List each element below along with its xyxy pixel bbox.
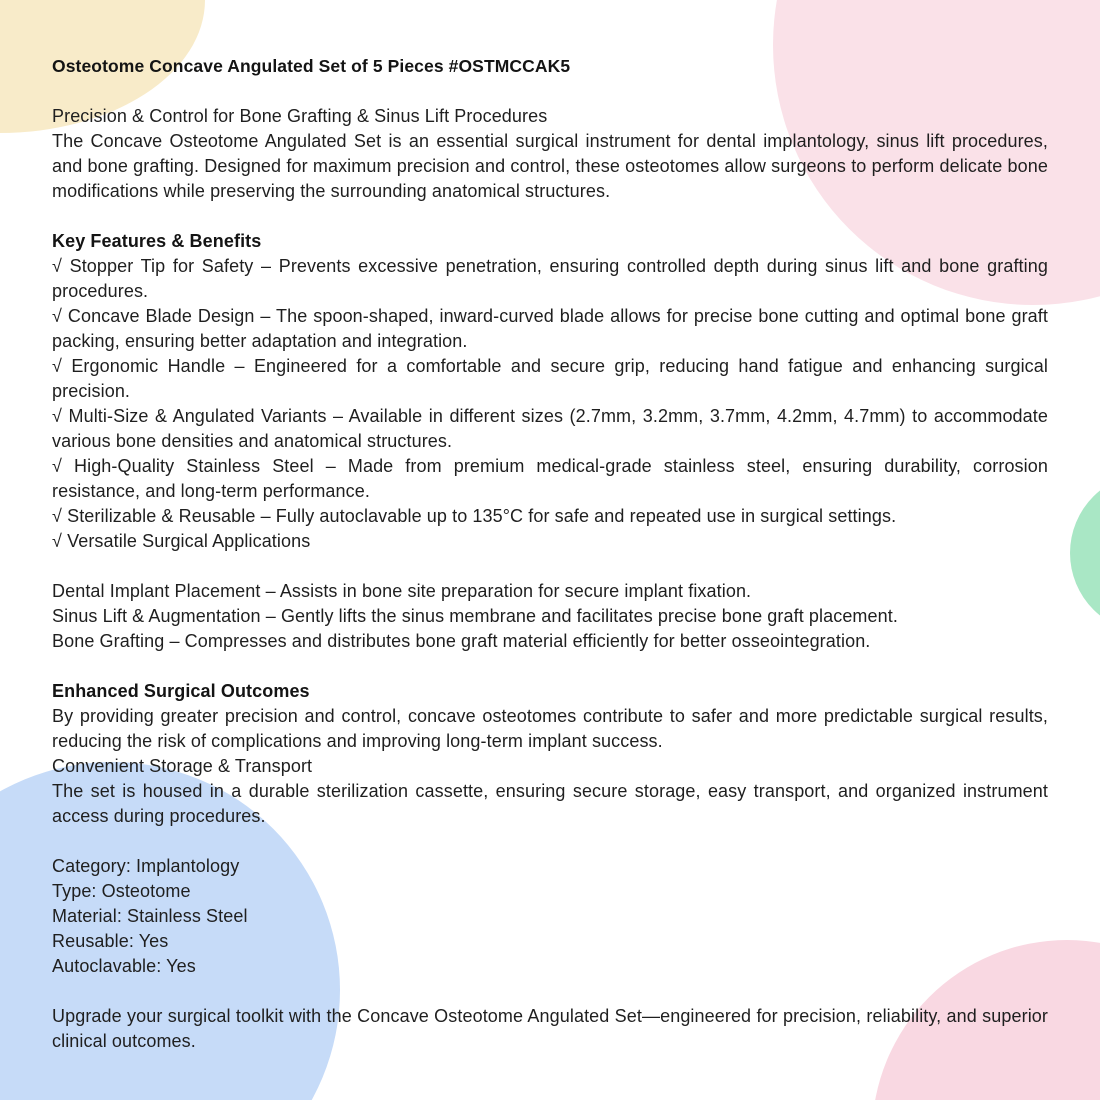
check-icon: √ [52, 531, 62, 551]
spec-line-reusable: Reusable: Yes [52, 931, 169, 951]
application-line: Bone Grafting – Compresses and distributes bone graft material efficiently for better osseointegration. [52, 631, 871, 651]
outcomes-heading: Enhanced Surgical Outcomes [52, 681, 310, 701]
feature-item [52, 404, 1048, 454]
feature-text: Ergonomic Handle – Engineered for a comfortable and secure grip, reducing hand fatigue and enhancing surgical precision. [52, 356, 1048, 401]
feature-item [52, 354, 1048, 404]
check-icon: √ [52, 456, 62, 476]
feature-item [52, 254, 1048, 304]
storage-paragraph: The set is housed in a durable sterilization cassette, ensuring secure storage, easy transport, and organized instrument access during procedures. [52, 781, 1048, 826]
feature-text: High-Quality Stainless Steel – Made from premium medical-grade stainless steel, ensuring durability, corrosion resistance, and long-term performance. [52, 456, 1048, 501]
features-section [52, 229, 1048, 554]
feature-item [52, 504, 1048, 529]
intro-subtitle: Precision & Control for Bone Grafting & Sinus Lift Procedures [52, 106, 548, 126]
application-line: Dental Implant Placement – Assists in bone site preparation for secure implant fixation. [52, 581, 752, 601]
intro-paragraph: The Concave Osteotome Angulated Set is an essential surgical instrument for dental implantology, sinus lift procedures, and bone grafting. Designed for maximum precision and control, these osteotomes allow surgeons to perform delicate bone modifications while preserving the surrounding anatomical structures. [52, 131, 1048, 201]
outcomes-paragraph: By providing greater precision and control, concave osteotomes contribute to safer and more predictable surgical results, reducing the risk of complications and improving long-term implant success. [52, 706, 1048, 751]
check-icon: √ [52, 256, 62, 276]
intro-section [52, 104, 1048, 204]
check-icon: √ [52, 306, 62, 326]
application-line: Sinus Lift & Augmentation – Gently lifts the sinus membrane and facilitates precise bone graft placement. [52, 606, 898, 626]
feature-text: Stopper Tip for Safety – Prevents excessive penetration, ensuring controlled depth during sinus lift and bone grafting procedures. [52, 256, 1048, 301]
feature-item [52, 529, 1048, 554]
document-content [52, 54, 1048, 1054]
spec-line-category: Category: Implantology [52, 856, 240, 876]
applications-section [52, 579, 1048, 654]
spec-line-autoclavable: Autoclavable: Yes [52, 956, 196, 976]
features-heading: Key Features & Benefits [52, 231, 262, 251]
check-icon: √ [52, 506, 62, 526]
check-icon: √ [52, 406, 62, 426]
feature-text: Concave Blade Design – The spoon-shaped, inward-curved blade allows for precise bone cutting and optimal bone graft packing, ensuring better adaptation and integration. [52, 306, 1048, 351]
decor-circle-green-right [1070, 473, 1100, 633]
spec-line-material: Material: Stainless Steel [52, 906, 248, 926]
feature-item [52, 454, 1048, 504]
check-icon: √ [52, 356, 62, 376]
storage-subtitle: Convenient Storage & Transport [52, 756, 313, 776]
feature-item [52, 304, 1048, 354]
feature-text: Sterilizable & Reusable – Fully autoclavable up to 135°C for safe and repeated use in surgical settings. [67, 506, 897, 526]
feature-text: Versatile Surgical Applications [67, 531, 311, 551]
specs-section [52, 854, 1048, 979]
page-title: Osteotome Concave Angulated Set of 5 Pieces #OSTMCCAK5 [52, 56, 571, 76]
outcomes-section [52, 679, 1048, 829]
feature-text: Multi-Size & Angulated Variants – Available in different sizes (2.7mm, 3.2mm, 3.7mm, 4.2mm, 4.7mm) to accommodate various bone densities and anatomical structures. [52, 406, 1048, 451]
closing-paragraph: Upgrade your surgical toolkit with the Concave Osteotome Angulated Set—engineered for precision, reliability, and superior clinical outcomes. [52, 1006, 1048, 1051]
spec-line-type: Type: Osteotome [52, 881, 191, 901]
